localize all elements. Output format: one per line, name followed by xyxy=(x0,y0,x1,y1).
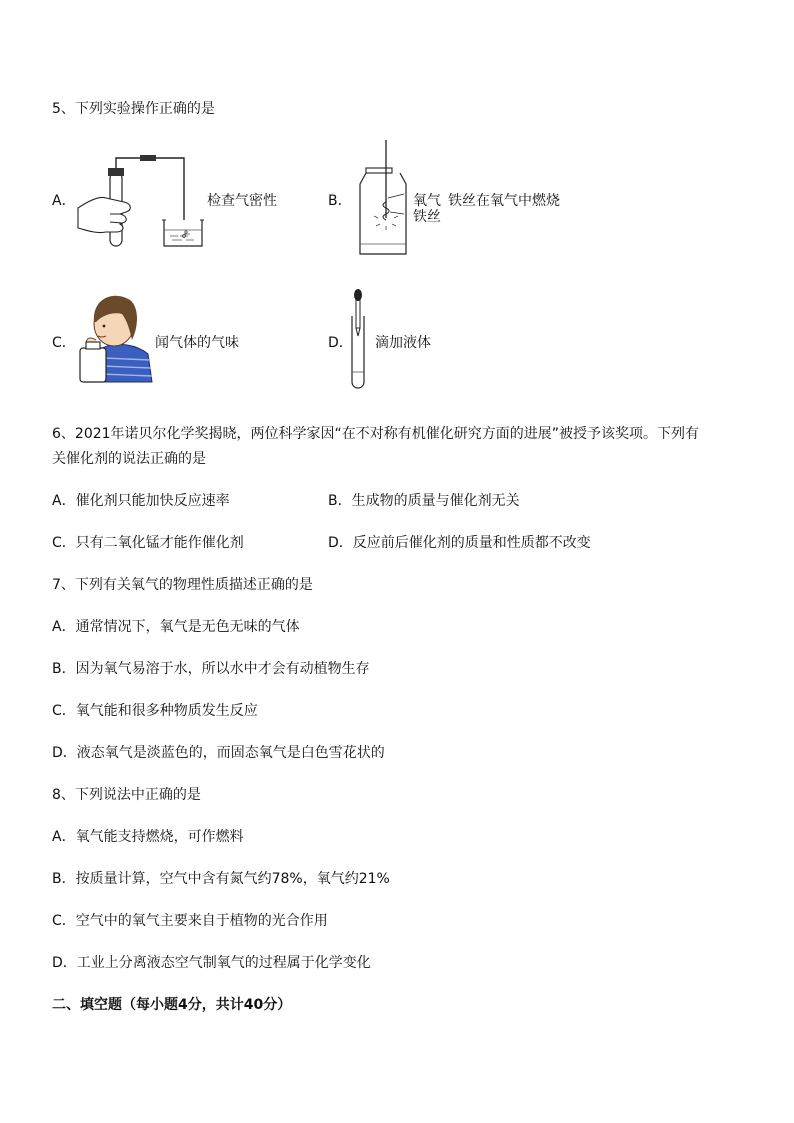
q5-option-d-letter: D． xyxy=(328,335,353,351)
q6-option-c: C．只有二氧化锰才能作催化剂 xyxy=(52,535,244,551)
section-2-title: 二、填空题（每小题4分，共计40分） xyxy=(52,997,292,1013)
q8-option-d: D．工业上分离液态空气制氧气的过程属于化学变化 xyxy=(52,955,371,971)
q7-option-d: D．液态氧气是淡蓝色的，而固态氧气是白色雪花状的 xyxy=(52,745,385,761)
q5-stem: 5、下列实验操作正确的是 xyxy=(52,101,215,117)
q5-option-a-caption: 检查气密性 xyxy=(207,193,277,209)
q7-option-a: A．通常情况下，氧气是无色无味的气体 xyxy=(52,619,300,635)
drop-liquid-figure xyxy=(344,286,372,390)
q5-option-b-oxygen-label: 氧气 xyxy=(413,193,441,209)
q7-stem: 7、下列有关氧气的物理性质描述正确的是 xyxy=(52,577,313,593)
q5-option-b-wire-label: 铁丝 xyxy=(413,209,441,225)
q8-stem: 8、下列说法中正确的是 xyxy=(52,787,201,803)
q7-option-b: B．因为氧气易溶于水，所以水中才会有动植物生存 xyxy=(52,661,370,677)
q5-option-c-caption: 闻气体的气味 xyxy=(155,335,239,351)
q5-option-b-letter: B． xyxy=(328,193,352,209)
smell-gas-figure xyxy=(74,288,154,384)
q6-option-a: A．催化剂只能加快反应速率 xyxy=(52,493,230,509)
q6-stem-line2: 关催化剂的说法正确的是 xyxy=(52,451,206,467)
q6-stem-line1: 6、2021年诺贝尔化学奖揭晓，两位科学家因“在不对称有机催化研究方面的进展”被授予该奖项。下列有 xyxy=(52,426,700,442)
airtightness-check-figure xyxy=(76,150,206,250)
q8-option-c: C．空气中的氧气主要来自于植物的光合作用 xyxy=(52,913,328,929)
q8-option-b: B．按质量计算，空气中含有氮气约78%，氧气约21% xyxy=(52,871,390,887)
q5-option-a-letter: A． xyxy=(52,193,76,209)
q5-option-b-caption: 铁丝在氧气中燃烧 xyxy=(448,193,560,209)
q6-option-d: D．反应前后催化剂的质量和性质都不改变 xyxy=(328,535,591,551)
q6-option-b: B．生成物的质量与催化剂无关 xyxy=(328,493,520,509)
q7-option-c: C．氧气能和很多种物质发生反应 xyxy=(52,703,258,719)
q5-option-d-caption: 滴加液体 xyxy=(375,335,431,351)
iron-wire-combustion-figure xyxy=(352,140,412,258)
q8-option-a: A．氧气能支持燃烧，可作燃料 xyxy=(52,829,244,845)
q5-option-c-letter: C． xyxy=(52,335,76,351)
